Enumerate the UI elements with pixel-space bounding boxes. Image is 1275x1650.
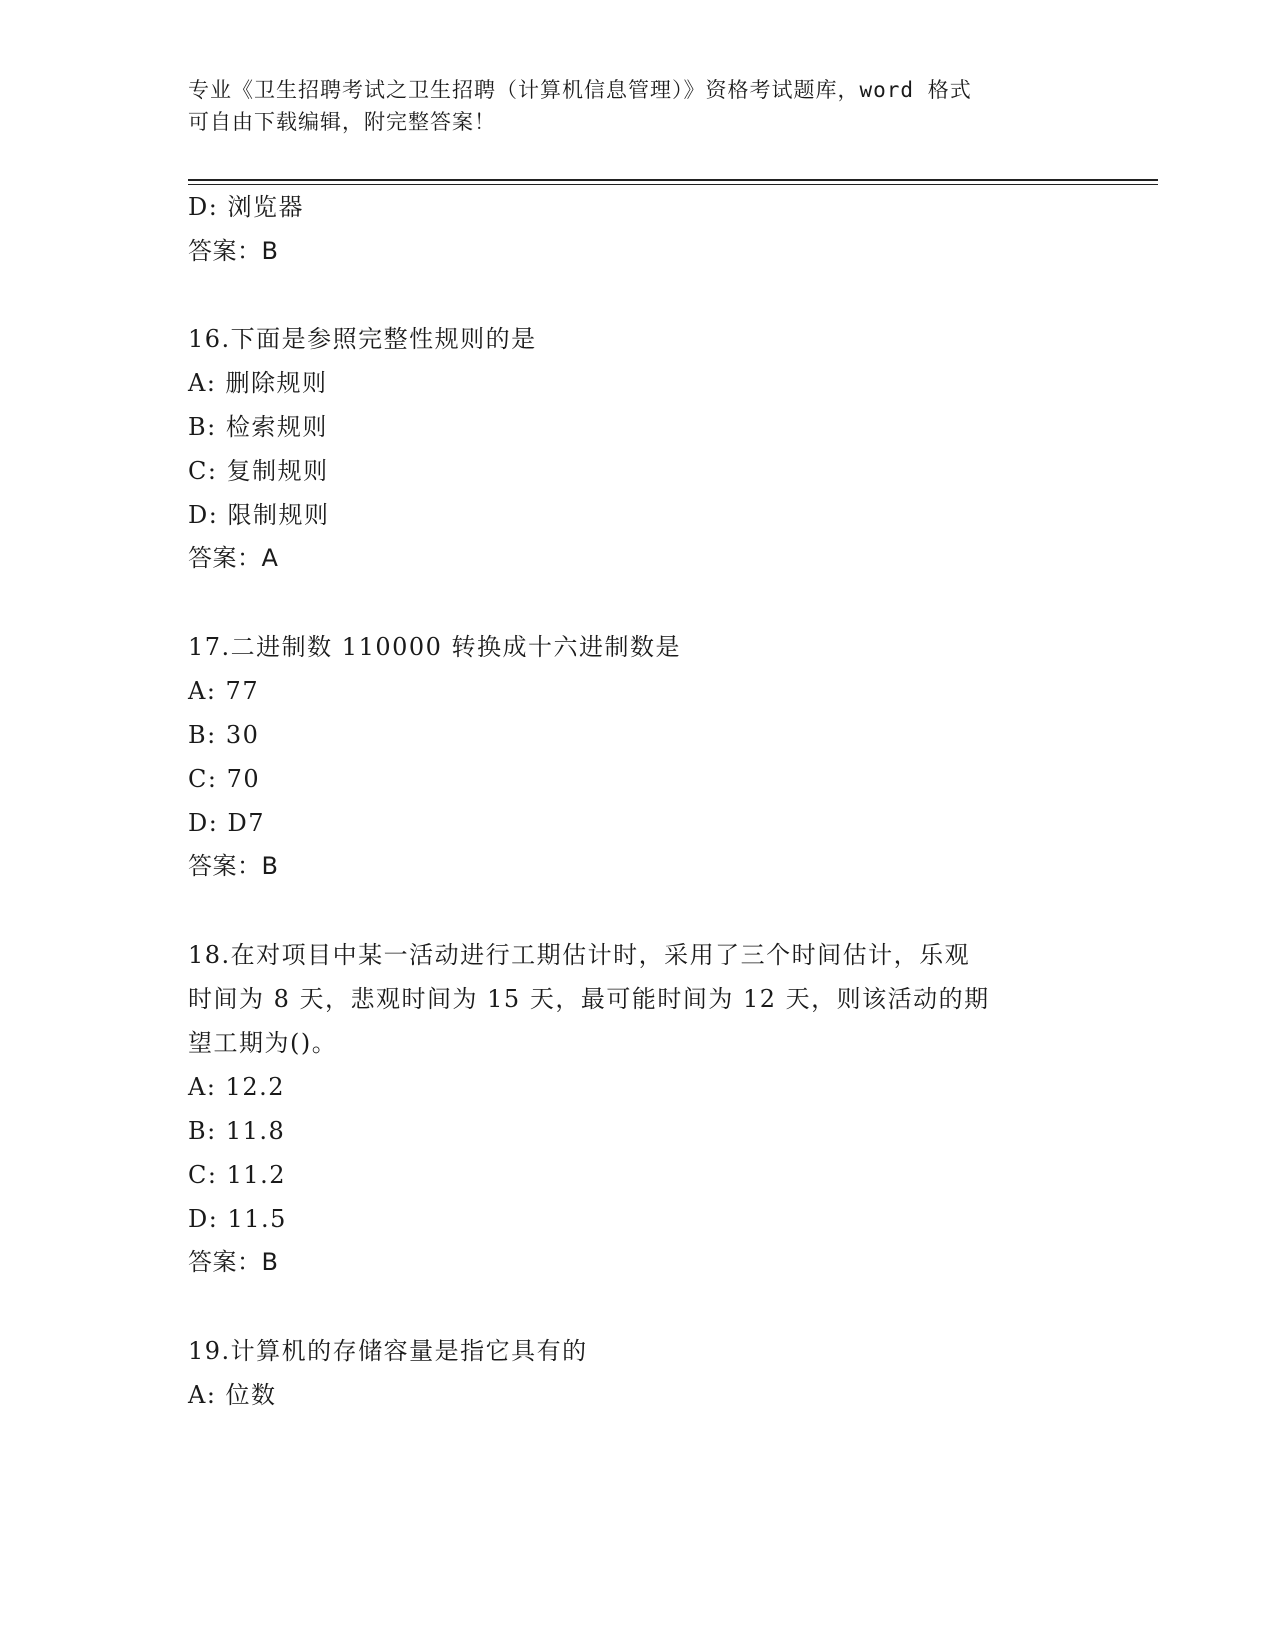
document-header xyxy=(188,74,1088,138)
q16-option-d: D: 限制规则 xyxy=(188,501,330,529)
q17-option-c: C: 70 xyxy=(188,765,261,793)
q16-option-b: B: 检索规则 xyxy=(188,413,328,441)
header-line-2: 可自由下载编辑，附完整答案！ xyxy=(188,110,496,134)
header-divider-thin xyxy=(188,184,1158,185)
q18-stem-line-1: 18.在对项目中某一活动进行工期估计时，采用了三个时间估计，乐观 xyxy=(188,941,971,969)
q19-option-a: A: 位数 xyxy=(188,1381,277,1409)
header-divider-thick xyxy=(188,179,1158,181)
q16-stem: 16.下面是参照完整性规则的是 xyxy=(188,325,537,353)
q17-option-d: D: D7 xyxy=(188,809,265,837)
q17-option-a: A: 77 xyxy=(188,677,260,705)
q18-stem-line-2: 时间为 8 天，悲观时间为 15 天，最可能时间为 12 天，则该活动的期 xyxy=(188,985,990,1013)
q18-option-a: A: 12.2 xyxy=(188,1073,285,1101)
q19-stem: 19.计算机的存储容量是指它具有的 xyxy=(188,1337,588,1365)
header-line-1: 专业《卫生招聘考试之卫生招聘（计算机信息管理）》资格考试题库，word 格式 xyxy=(188,78,972,102)
q18-answer: 答案：B xyxy=(188,1248,279,1276)
q16-option-c: C: 复制规则 xyxy=(188,457,329,485)
q16-option-a: A: 删除规则 xyxy=(188,369,328,397)
q17-answer: 答案：B xyxy=(188,852,279,880)
q15-answer: 答案：B xyxy=(188,237,279,265)
q17-stem: 17.二进制数 110000 转换成十六进制数是 xyxy=(188,633,682,661)
q18-stem-line-3: 望工期为()。 xyxy=(188,1029,338,1057)
q18-option-b: B: 11.8 xyxy=(188,1117,286,1145)
q17-option-b: B: 30 xyxy=(188,721,260,749)
q15-option-d: D: 浏览器 xyxy=(188,193,304,221)
q18-option-d: D: 11.5 xyxy=(188,1205,287,1233)
q18-option-c: C: 11.2 xyxy=(188,1161,287,1189)
q16-answer: 答案：A xyxy=(188,544,279,572)
